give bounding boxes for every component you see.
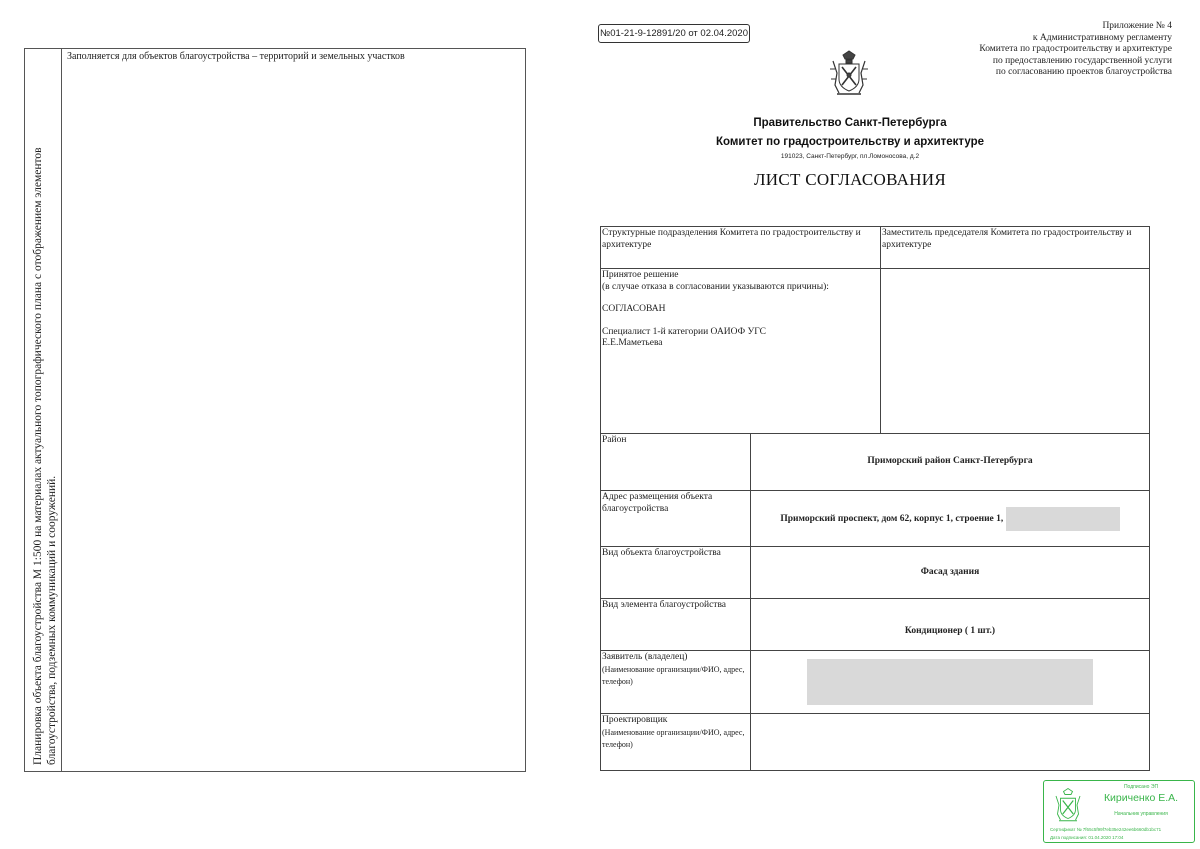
table-row (601, 491, 1150, 547)
table-row (601, 599, 1150, 651)
approval-form-table (600, 226, 1150, 771)
rotated-caption: Планировка объекта благоустройства М 1:500 на материалах актуального топографического плана с отображением элементов благоустройства, подземных коммуникаций и сооружений. (32, 147, 58, 765)
stamp-certificate: Сертификат № 7f65c5f99f7eb35e242ee6b660db1bc71 (1050, 827, 1162, 832)
specialist-title: Специалист 1-й категории ОАИОФ УГС (602, 326, 766, 337)
committee-name: Комитет по градостроительству и архитектуре (715, 136, 985, 148)
table-row (601, 434, 1150, 491)
document-title: ЛИСТ СОГЛАСОВАНИЯ (753, 170, 947, 189)
plan-header: Заполняется для объектов благоустройства – территорий и земельных участков (67, 51, 405, 62)
appendix-note (912, 21, 1172, 79)
redacted-block (1006, 507, 1120, 531)
designer-sub: (Наименование организации/ФИО, адрес, телефон) (602, 727, 745, 749)
topographic-plan-frame (24, 48, 526, 772)
applicant-sub: (Наименование организации/ФИО, адрес, телефон) (602, 664, 745, 686)
address-value: Приморский проспект, дом 62, корпус 1, строение 1, (780, 513, 1004, 524)
applicant-value-cell (751, 651, 1150, 714)
designer-value-cell (751, 714, 1150, 771)
redacted-block (807, 659, 1093, 705)
dept-header-cell: Структурные подразделения Комитета по градостроительству и архитектуре (601, 227, 881, 269)
table-row (601, 269, 1150, 434)
rotated-caption-strip (25, 49, 62, 771)
object-type-value: Фасад здания (751, 547, 1150, 599)
applicant-label: Заявитель (владелец) (602, 652, 688, 662)
decision-cell (601, 269, 881, 434)
government-name: Правительство Санкт-Петербурга (753, 117, 947, 129)
table-row (601, 547, 1150, 599)
table-row (601, 651, 1150, 714)
registration-number: №01-21-9-12891/20 от 02.04.2020 (598, 24, 750, 43)
table-row (601, 227, 1150, 269)
object-type-label: Вид объекта благоустройства (601, 547, 751, 599)
applicant-label-cell (601, 651, 751, 714)
appendix-line: Комитета по градостроительству и архитектуре (979, 44, 1172, 55)
element-type-label: Вид элемента благоустройства (601, 599, 751, 651)
element-type-value: Кондиционер ( 1 шт.) (751, 599, 1150, 651)
appendix-line: Приложение № 4 (1102, 21, 1172, 31)
appendix-line: по согласованию проектов благоустройства (995, 67, 1172, 78)
stamp-signer-position: Начальник управления (1114, 811, 1168, 817)
stamp-signer-name: Кириченко Е.А. (1103, 792, 1179, 804)
appendix-line: по предоставлению государственной услуги (992, 55, 1172, 66)
stamp-signed-label: Подписано ЭП (1123, 784, 1159, 790)
district-label: Район (601, 434, 751, 491)
appendix-line: к Административному регламенту (1032, 32, 1172, 43)
table-row (601, 714, 1150, 771)
decision-label: Принятое решение (602, 270, 679, 280)
spb-coat-of-arms-icon (1051, 787, 1085, 823)
deputy-decision-cell (881, 269, 1150, 434)
decision-note: (в случае отказа в согласовании указываются причины): (602, 281, 829, 292)
committee-address: 191023, Санкт-Петербург, пл.Ломоносова, д.2 (780, 153, 920, 160)
address-cell (751, 491, 1150, 547)
district-value: Приморский район Санкт-Петербурга (751, 434, 1150, 491)
address-label: Адрес размещения объекта благоустройства (601, 491, 751, 547)
specialist-name: Е.Е.Маметьева (602, 338, 663, 348)
stamp-date: Дата подписания: 01.04.2020 17:04 (1050, 835, 1124, 840)
designer-label: Проектировщик (602, 715, 668, 725)
electronic-signature-stamp (1043, 780, 1195, 843)
spb-coat-of-arms-icon (827, 49, 871, 97)
deputy-header-cell: Заместитель председателя Комитета по градостроительству и архитектуре (881, 227, 1150, 269)
decision-value: СОГЛАСОВАН (602, 304, 666, 314)
designer-label-cell (601, 714, 751, 771)
